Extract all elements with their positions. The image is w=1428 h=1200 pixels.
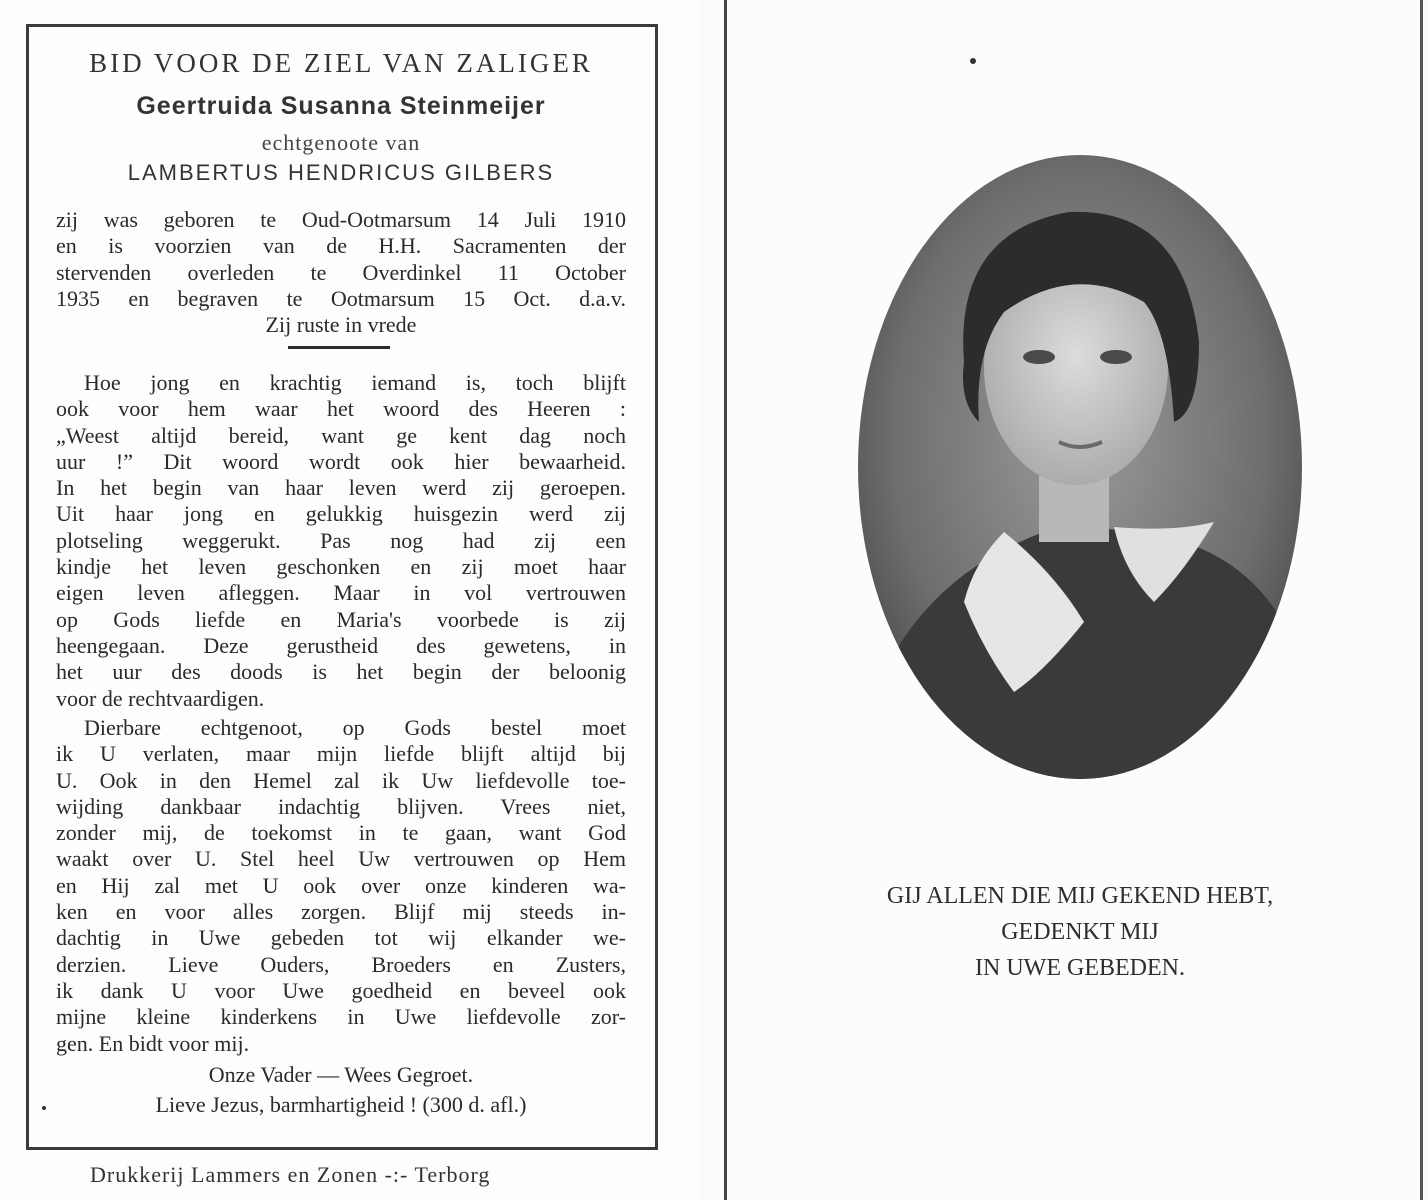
paragraph-line: eigen leven afleggen. Maar in vol vertrouwen <box>56 580 626 606</box>
paragraph-line: het uur des doods is het begin der beloonig <box>56 659 626 685</box>
paragraph-line: derzien. Lieve Ouders, Broeders en Zusters, <box>56 951 626 977</box>
deceased-name: Geertruida Susanna Steinmeijer <box>136 92 546 120</box>
paragraph-line: wijding dankbaar indachtig blijven. Vrees niet, <box>56 793 626 819</box>
printer-credit: Drukkerij Lammers en Zonen -:- Terborg <box>90 1162 491 1187</box>
print-speck <box>42 1106 46 1110</box>
prayers <box>56 1060 626 1120</box>
paragraph-line: zonder mij, de toekomst in te gaan, want God <box>56 820 626 846</box>
motto-line: GEDENKT MIJ <box>1001 919 1159 945</box>
paragraph-line: In het begin van haar leven werd zij geroepen. <box>56 475 626 501</box>
bio-line: zij was geboren te Oud-Ootmarsum 14 Juli 1910 <box>56 207 626 232</box>
paragraph-line: Dierbare echtgenoot, op Gods bestel moet <box>84 715 626 740</box>
paragraph-line: U. Ook in den Hemel zal ik Uw liefdevolle toe- <box>56 767 626 793</box>
bio-line: stervenden overleden te Overdinkel 11 October <box>56 259 626 285</box>
spouse-of-label: echtgenoote van <box>261 130 421 155</box>
prayer-line: Onze Vader — Wees Gegroet. <box>208 1062 474 1087</box>
portrait-photo <box>854 152 1306 782</box>
paragraph-line: uur !” Dit woord wordt ook hier bewaarheid. <box>56 448 626 474</box>
paragraph-line: ik U verlaten, maar mijn liefde blijft altijd bij <box>56 741 626 767</box>
card-left-panel <box>0 0 700 1200</box>
remembrance-motto <box>790 878 1370 986</box>
portrait-right-eye <box>1100 350 1132 364</box>
biography <box>56 207 626 338</box>
motto-line: GIJ ALLEN DIE MIJ GEKEND HEBT, <box>886 883 1274 909</box>
paragraph-line: waakt over U. Stel heel Uw vertrouwen op Hem <box>56 846 626 872</box>
prayer-line: Lieve Jezus, barmhartigheid ! (300 d. afl.) <box>155 1092 527 1117</box>
paragraph-line: „Weest altijd bereid, want ge kent dag noch <box>56 422 626 448</box>
card-fold-edge <box>724 0 727 1200</box>
paragraph-line: kindje het leven geschonken en zij moet haar <box>56 554 626 580</box>
print-speck <box>970 58 976 64</box>
paragraph-line: en Hij zal met U ook over onze kinderen wa- <box>56 872 626 898</box>
paragraph-line: plotseling weggerukt. Pas nog had zij een <box>56 527 626 553</box>
farewell-paragraph <box>56 715 626 1057</box>
paragraph-line: voor de rechtvaardigen. <box>56 685 265 711</box>
paragraph-line: Hoe jong en krachtig iemand is, toch blijft <box>84 370 626 395</box>
paragraph-line: dachtig in Uwe gebeden tot wij elkander we- <box>56 925 626 951</box>
paragraph-line: mijne kleine kinderkens in Uwe liefdevolle zor- <box>56 1004 626 1030</box>
spouse-name: LAMBERTUS HENDRICUS GILBERS <box>127 160 555 185</box>
bio-line: en is voorzien van de H.H. Sacramenten der <box>56 233 626 259</box>
card-right-edge <box>1420 0 1423 1200</box>
paragraph-line: ik dank U voor Uwe goedheid en beveel ook <box>56 977 626 1003</box>
rest-in-peace: Zij ruste in vrede <box>265 312 417 338</box>
portrait-left-eye <box>1023 350 1055 364</box>
paragraph-line: ken en voor alles zorgen. Blijf mij steeds in- <box>56 899 626 925</box>
paragraph-line: op Gods liefde en Maria's voorbede is zij <box>56 606 626 632</box>
intro-heading: BID VOOR DE ZIEL VAN ZALIGER <box>89 48 593 78</box>
bio-line: 1935 en begraven te Ootmarsum 15 Oct. d.a.v. <box>56 285 626 311</box>
divider-rule <box>288 346 390 349</box>
paragraph-line: gen. En bidt voor mij. <box>56 1030 250 1056</box>
paragraph-line: ook voor hem waar het woord des Heeren : <box>56 396 626 422</box>
reflection-paragraph <box>56 370 626 712</box>
paragraph-line: Uit haar jong en gelukkig huisgezin werd zij <box>56 501 626 527</box>
motto-line: IN UWE GEBEDEN. <box>975 955 1185 981</box>
paragraph-line: heengegaan. Deze gerustheid des gewetens, in <box>56 632 626 658</box>
